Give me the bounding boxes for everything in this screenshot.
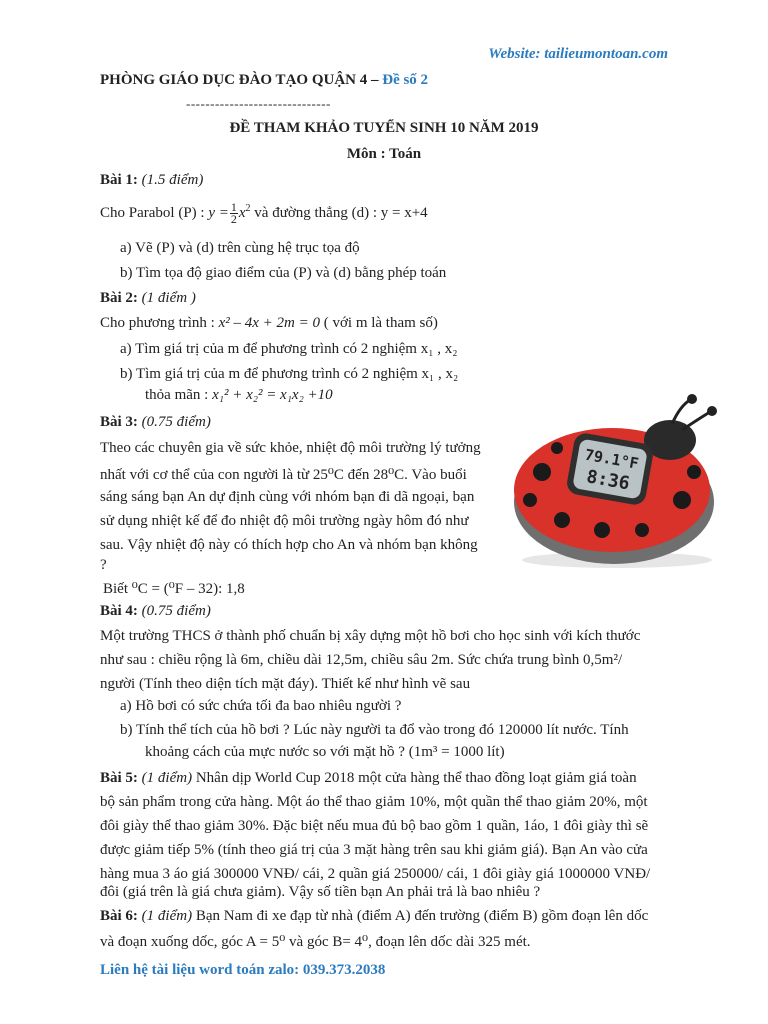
bai3-label: Bài 3:: [100, 414, 138, 430]
bai6-points: (1 điểm): [141, 908, 193, 924]
bai5-line: đôi giày thể thao giảm 30%. Đặc biệt nếu mua đủ bộ bao gồm 1 quần, 1áo, 1 đôi giày thì sẽ: [100, 818, 649, 834]
bai2-intro-b: ( với m là tham số): [323, 315, 438, 331]
bai5-label: Bài 5:: [100, 770, 138, 786]
bai3-line: sau. Vậy nhiệt độ này có thích hợp cho An và nhóm bạn không: [100, 537, 478, 553]
bai4-label: Bài 4:: [100, 603, 138, 619]
bai4-part-b2: khoảng cách của mực nước so với mặt hồ ? (1m³ = 1000 lít): [145, 744, 505, 760]
fraction-denominator: 2: [230, 212, 237, 226]
ladybug-thermometer-image: [502, 390, 732, 570]
bai2-condition-label: thỏa mãn :: [145, 387, 209, 403]
separator-dashes: ------------------------------: [186, 96, 331, 111]
display-temperature: 79.1°F: [583, 445, 640, 473]
bai1-label: Bài 1:: [100, 172, 138, 188]
bai3-heading: [100, 414, 211, 431]
bai1-points: (1.5 điểm): [141, 172, 204, 188]
bai5-points: (1 điểm): [141, 770, 193, 786]
bai4-part-b: b) Tính thể tích của hồ bơi ? Lúc này người ta đổ vào trong đó 120000 lít nước. Tính: [120, 722, 629, 738]
display-time: 8:36: [584, 466, 632, 495]
bai1-fraction: [230, 202, 238, 225]
bai6-line2: và đoạn xuống dốc, góc A = 5⁰ và góc B= 4⁰, đoạn lên dốc dài 325 mét.: [100, 934, 531, 950]
bai5-first-line: Nhân dịp World Cup 2018 một cửa hàng thể thao đồng loạt giảm giá toàn: [192, 770, 637, 786]
bai2-points: (1 điểm ): [141, 290, 196, 306]
bai6-first-line: Bạn Nam đi xe đạp từ nhà (điểm A) đến trường (điểm B) gồm đoạn lên dốc: [192, 908, 649, 924]
bai3-line: sử dụng nhiệt kế để đo nhiệt độ môi trường ngày hôm đó như: [100, 513, 469, 529]
bai2-heading: [100, 290, 196, 307]
contact-info[interactable]: Liên hệ tài liệu word toán zalo: 039.373.2038: [100, 962, 386, 978]
bai1-intro-b: và đường thẳng (d) : y = x+4: [254, 204, 428, 221]
bai1-part-a: a) Vẽ (P) và (d) trên cùng hệ trục tọa độ: [120, 240, 360, 256]
bai3-line: ?: [100, 557, 107, 573]
fraction-numerator: 1: [230, 200, 237, 214]
bai1-eq-x: x: [238, 204, 246, 221]
exam-number: Đề số 2: [382, 72, 429, 88]
bai3-formula: Biết ⁰C = (⁰F – 32): 1,8: [103, 581, 245, 597]
bai2-intro-text: Cho phương trình :: [100, 315, 215, 331]
bai2-condition-eq: x₁² + x₂² = x₁x₂ +10: [212, 387, 333, 403]
school-header: [100, 72, 428, 89]
bai4-part-a: a) Hồ bơi có sức chứa tối đa bao nhiêu người ?: [120, 698, 402, 714]
bai3-points: (0.75 điểm): [141, 414, 211, 430]
bai5-line: đôi (giá trên là giá chưa giảm). Vậy số tiền bạn An phải trả là bao nhiêu ?: [100, 884, 541, 900]
website-link[interactable]: Website: tailieumontoan.com: [488, 46, 668, 62]
bai6-heading: [100, 908, 648, 925]
bai5-line: bộ sản phẩm trong cửa hàng. Một áo thể thao giảm 10%, một quần thể thao giảm 20%, một: [100, 794, 648, 810]
bai3-line: Theo các chuyên gia về sức khỏe, nhiệt độ môi trường lý tưởng: [100, 440, 481, 456]
bai5-line: được giảm tiếp 5% (tính theo giá trị của 3 mặt hàng trên sau khi giảm giá). Bạn An vào cửa: [100, 842, 648, 858]
bai3-line: sáng sáng bạn An dự định cùng với nhóm bạn đi dã ngoại, bạn: [100, 489, 475, 505]
bai5-heading: [100, 770, 637, 787]
header-prefix: PHÒNG GIÁO DỤC ĐÀO TẠO QUẬN 4 –: [100, 72, 379, 88]
bai1-eq-y: y =: [208, 204, 229, 221]
bai2-intro: [100, 315, 438, 332]
bai2-equation: x² – 4x + 2m = 0: [218, 315, 320, 331]
bai1-heading: [100, 172, 203, 189]
bai1-part-b: b) Tìm tọa độ giao điểm của (P) và (d) bằng phép toán: [120, 265, 447, 281]
bai1-intro: [100, 202, 428, 225]
bai2-part-a: a) Tìm giá trị của m để phương trình có 2 nghiệm x₁ , x₂: [120, 341, 458, 357]
bai4-line: Một trường THCS ở thành phố chuẩn bị xây dựng một hồ bơi cho học sinh với kích thước: [100, 628, 641, 644]
bai1-eq-exp: 2: [245, 202, 251, 214]
bai4-points: (0.75 điểm): [141, 603, 211, 619]
exam-title: ĐỀ THAM KHẢO TUYỂN SINH 10 NĂM 2019: [229, 120, 539, 136]
bai4-heading: [100, 603, 211, 620]
bai4-line: như sau : chiều rộng là 6m, chiều dài 12,5m, chiều sâu 2m. Sức chứa trung bình 0,5m²/: [100, 652, 623, 668]
bai1-intro-a: Cho Parabol (P) :: [100, 204, 205, 221]
exam-subject: Môn : Toán: [346, 146, 422, 162]
bai2-part-b: b) Tìm giá trị của m để phương trình có 2 nghiệm x₁ , x₂: [120, 366, 459, 382]
bai2-part-b-condition: [145, 387, 333, 404]
bai4-line: người (Tính theo diện tích mặt đáy). Thiết kế như hình vẽ sau: [100, 676, 471, 692]
bai6-label: Bài 6:: [100, 908, 138, 924]
bai5-line: hàng mua 3 áo giá 300000 VNĐ/ cái, 2 quần giá 250000/ cái, 1 đôi giày giá 1000000 VNĐ/: [100, 866, 651, 882]
bai2-label: Bài 2:: [100, 290, 138, 306]
bai3-line: nhất với cơ thể của con người là từ 25⁰C đến 28⁰C. Vào buổi: [100, 467, 467, 483]
